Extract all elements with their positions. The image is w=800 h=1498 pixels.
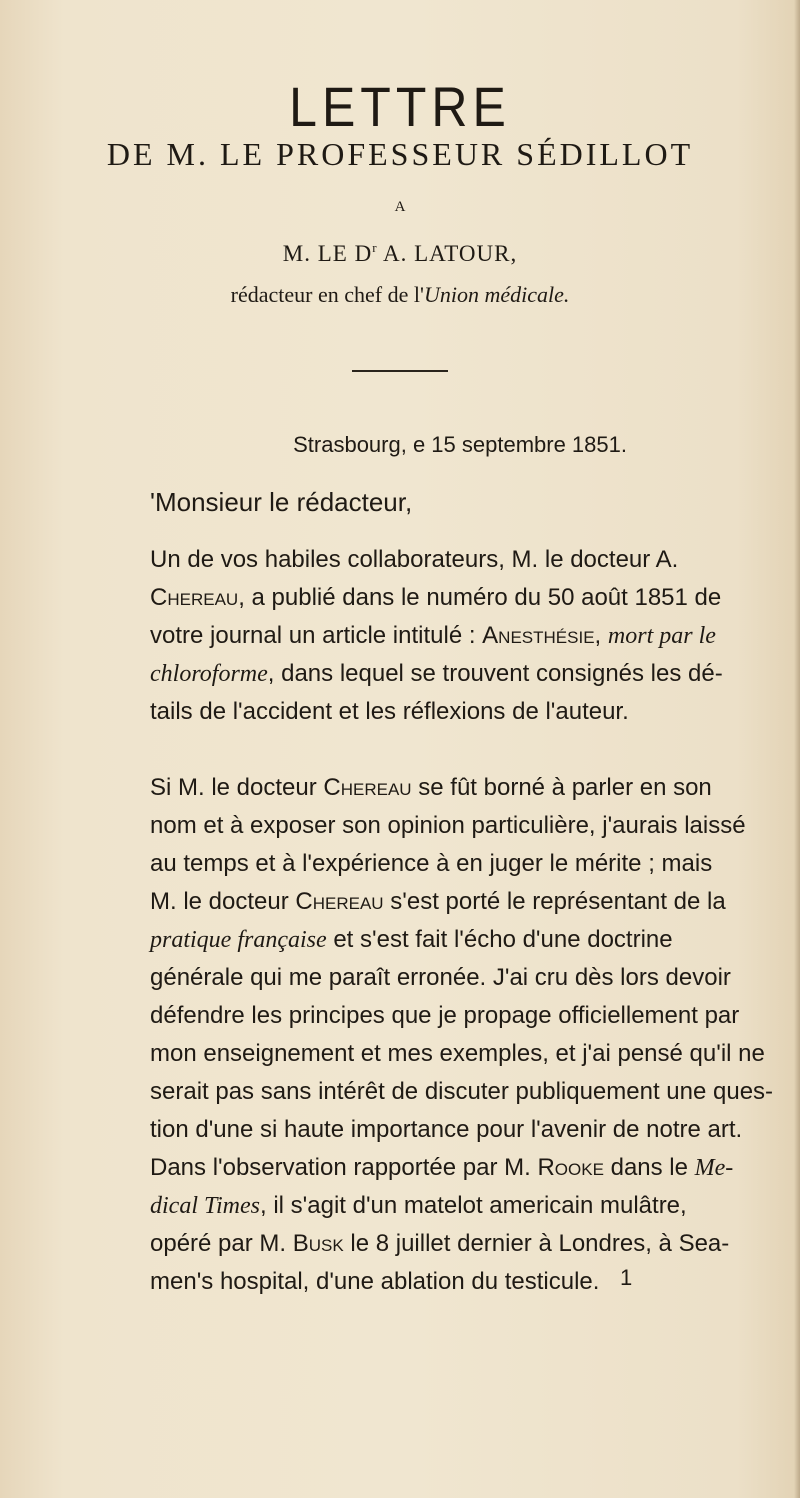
text-line: au temps et à l'expérience à en juger le mérite ; mais (150, 850, 713, 877)
role-prefix: rédacteur en chef de l' (230, 282, 424, 307)
text-line: Chereau, a publié dans le numéro du 50 août 1851 de (150, 584, 722, 611)
text-line: serait pas sans intérêt de discuter publiquement une ques- (150, 1078, 774, 1105)
text-line: tails de l'accident et les réflexions de l'auteur. (150, 698, 629, 725)
text-line: dical Times, il s'agit d'un matelot americain mulâtre, (150, 1192, 687, 1219)
text-line: pratique française et s'est fait l'écho d'une doctrine (150, 926, 673, 953)
journal-name: Union médicale. (423, 282, 570, 307)
text-line: générale qui me paraît erronée. J'ai cru dès lors devoir (150, 964, 731, 991)
addressee (0, 240, 800, 267)
letter-subtitle: DE M. LE PROFESSEUR SÉDILLOT (106, 136, 694, 172)
salutation: 'Monsieur le rédacteur, (150, 487, 413, 517)
addressee-name: A. LATOUR, (377, 241, 518, 266)
addressee-role (0, 282, 800, 308)
separator-rule (352, 370, 448, 372)
paragraph-2 (150, 769, 774, 1149)
addressee-prefix: M. LE D (282, 241, 373, 266)
text-line: Dans l'observation rapportée par M. Rooke dans le Me- (150, 1154, 734, 1181)
text-line: Un de vos habiles collaborateurs, M. le docteur A. (150, 546, 679, 573)
text-line: votre journal un article intitulé : Anesthésie, mort par le (150, 622, 716, 649)
text-line: défendre les principes que je propage officiellement par (150, 1002, 740, 1029)
text-line: tion d'une si haute importance pour l'avenir de notre art. (150, 1116, 743, 1143)
page-edge-shadow (794, 0, 800, 1498)
text-line: opéré par M. Busk le 8 juillet dernier à Londres, à Sea- (150, 1230, 730, 1257)
text-line: mon enseignement et mes exemples, et j'ai pensé qu'il ne (150, 1040, 765, 1067)
connector-a: A (394, 199, 406, 215)
letter-title: LETTRE (289, 75, 511, 139)
dateline: Strasbourg, e 15 septembre 1851. (293, 432, 627, 457)
addressee-sup: r (372, 240, 378, 255)
page-number: 1 (620, 1265, 633, 1290)
text-line: chloroforme, dans lequel se trouvent consignés les dé- (150, 660, 723, 687)
paragraph-3 (150, 1149, 734, 1301)
text-line: nom et à exposer son opinion particulière, j'aurais laissé (150, 812, 746, 839)
text-line: Si M. le docteur Chereau se fût borné à parler en son (150, 774, 712, 801)
text-line: M. le docteur Chereau s'est porté le représentant de la (150, 888, 726, 915)
paragraph-1 (150, 541, 723, 731)
text-line: men's hospital, d'une ablation du testicule. (150, 1268, 600, 1295)
